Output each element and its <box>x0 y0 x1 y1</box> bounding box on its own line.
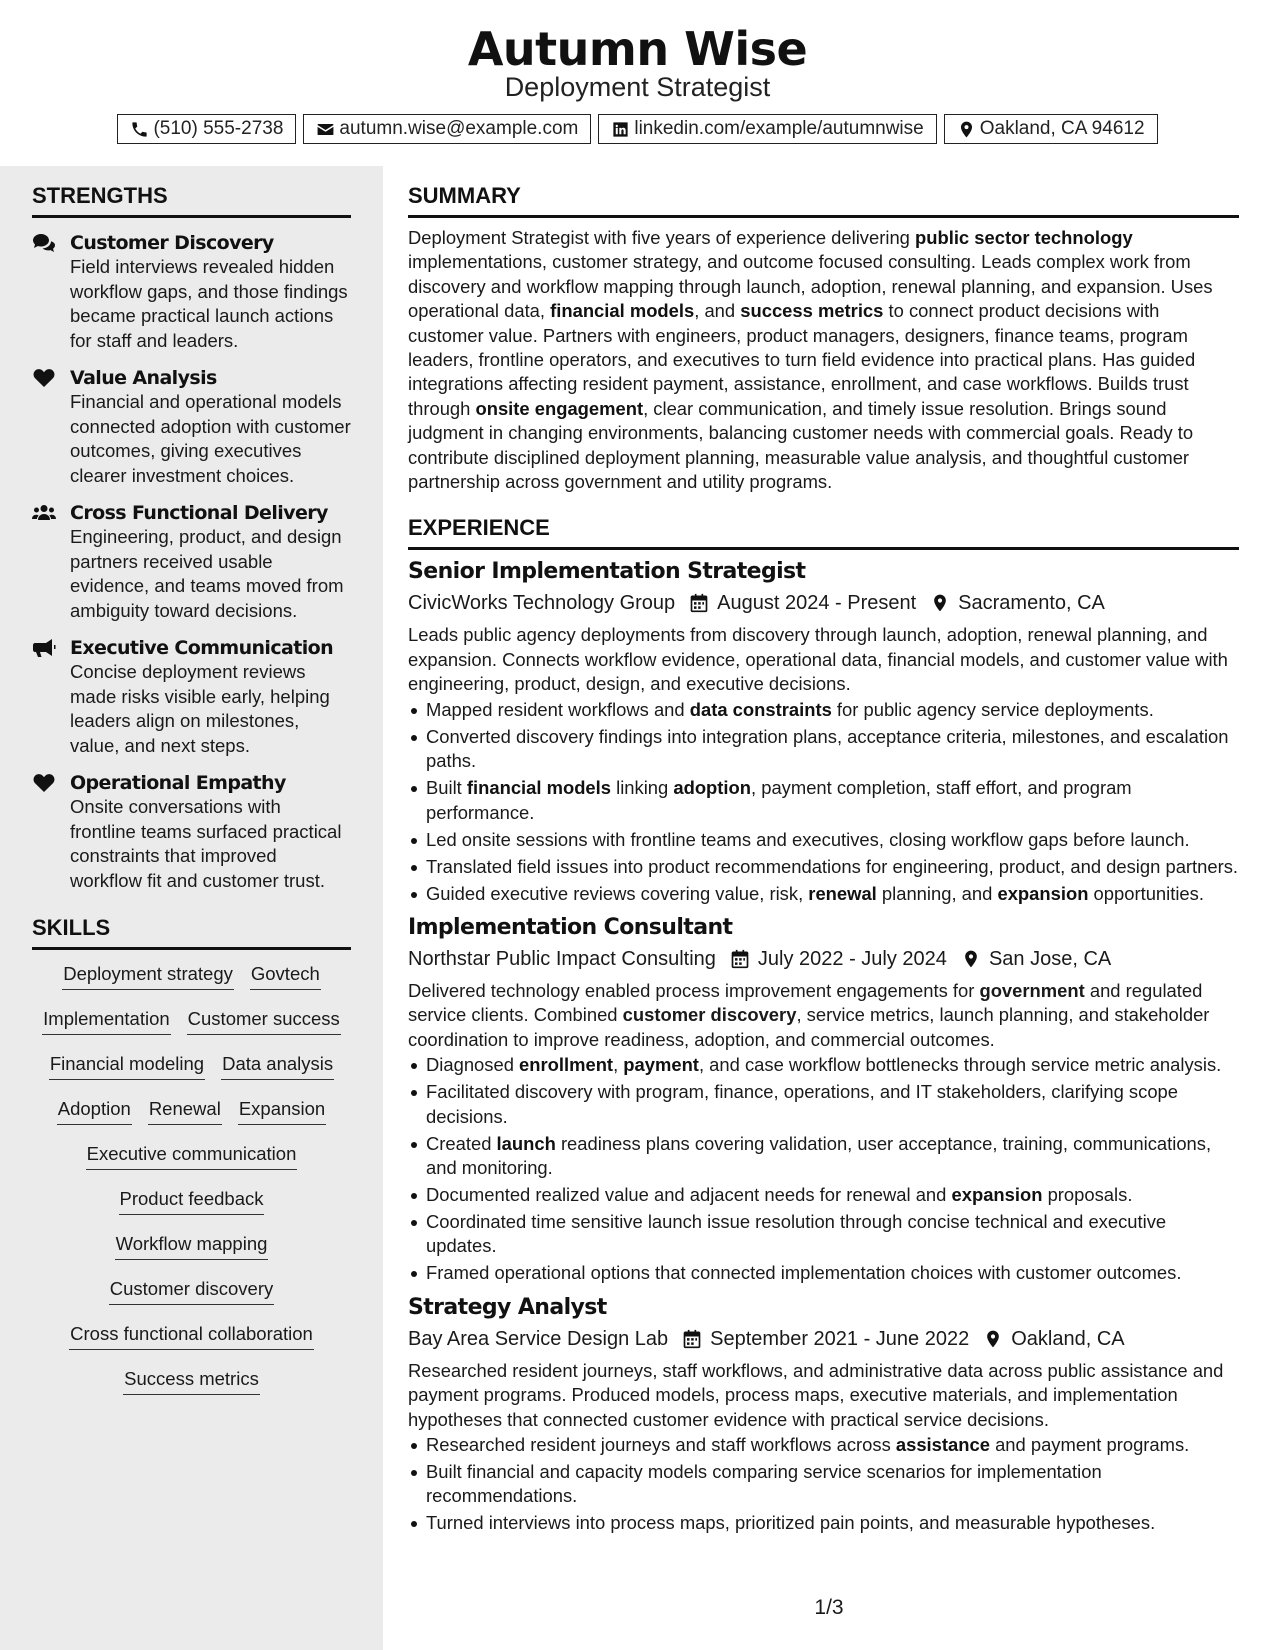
text-run: Translated field issues into product recommendations for engineering, product, and design partners. <box>426 855 1239 877</box>
bold-text: payment <box>623 1054 699 1076</box>
text-run: Deployment Strategist with five years of experience delivering <box>408 227 916 248</box>
text-run: , and <box>694 300 741 322</box>
skill-tag: Deployment strategy <box>62 961 234 990</box>
skill-row <box>78 1141 306 1186</box>
strengths-heading: STRENGTHS <box>32 183 351 218</box>
strength-desc: Engineering, product, and design partners received usable evidence, and teams moved from ambiguity toward decisions. <box>70 526 344 621</box>
text-run: , clear communication, and timely issue resolution. Brings sound judgment in changing environments, balancing customer needs with commercial goals. Ready to contribute disciplined deployment planning, measurable value analysis, and thoughtful customer partnership across government and utility programs. <box>408 397 1194 493</box>
contact-location-text: Oakland, CA 94612 <box>979 118 1145 139</box>
skill-row <box>111 1186 273 1231</box>
calendar-icon <box>730 949 750 969</box>
text-run: Built <box>426 777 467 799</box>
candidate-name: Autumn Wise <box>467 22 808 76</box>
bold-text: assistance <box>895 1433 990 1455</box>
skill-row <box>54 961 329 1006</box>
bold-text: financial models <box>550 300 695 322</box>
job-meta <box>408 1326 1239 1352</box>
strength-desc: Financial and operational models connected adoption with customer outcomes, giving executives clearer investment choices. <box>70 391 351 486</box>
strength-title: Cross Functional Delivery <box>70 502 328 524</box>
strength-desc: Onsite conversations with frontline teams surfaced practical constraints that improved workflow fit and customer trust. <box>70 796 342 891</box>
users-icon <box>32 503 56 523</box>
experience-heading: EXPERIENCE <box>408 515 1239 550</box>
skill-tag: Expansion <box>238 1096 326 1125</box>
text-run: Guided executive reviews covering value, risk, <box>426 882 809 904</box>
job-bullet <box>408 1053 1239 1077</box>
text-run: to connect product decisions with customer value. Partners with engineers, product managers, designers, finance teams, program leaders, frontline operators, and executives to turn field evidence into practical plans. Has guided integrations affecting resident payment, assistance, enrollment, and case workflows. Builds trust through <box>408 300 1196 419</box>
skill-tag: Adoption <box>57 1096 132 1125</box>
bold-text: public sector technology <box>915 227 1133 248</box>
job-location: San Jose, CA <box>988 947 1112 970</box>
text-run: Built financial and capacity models comparing service scenarios for implementation recommendations. <box>426 1460 1102 1507</box>
strength-item <box>32 501 351 623</box>
strength-desc: Field interviews revealed hidden workflow gaps, and those findings became practical launch actions for staff and leaders. <box>70 256 348 351</box>
job-entry <box>408 558 1239 905</box>
strength-title: Operational Empathy <box>70 772 286 794</box>
map-pin-icon <box>983 1329 1003 1349</box>
bold-text: government <box>979 979 1085 1001</box>
job-title: Senior Implementation Strategist <box>408 559 806 585</box>
job-entry <box>408 914 1239 1286</box>
text-run: Facilitated discovery with program, finance, operations, and IT stakeholders, clarifying scope decisions. <box>426 1081 1179 1127</box>
job-bullet <box>408 1132 1239 1181</box>
job-description: Leads public agency deployments from discovery through launch, adoption, renewal planning, and expansion. Connects workflow evidence, operational data, financial models, and customer value with engineering, product, design, and executive decisions. <box>408 624 1228 695</box>
job-bullet <box>408 1460 1239 1509</box>
text-run: and payment programs. <box>989 1433 1190 1455</box>
skill-row <box>61 1321 322 1366</box>
heart-icon <box>32 368 56 388</box>
bold-text: launch <box>496 1132 556 1154</box>
job-dates: August 2024 - Present <box>717 592 917 615</box>
calendar-icon <box>682 1329 702 1349</box>
resume-header <box>0 0 1275 166</box>
skill-tag: Data analysis <box>221 1051 334 1080</box>
text-run: Documented realized value and adjacent needs for renewal and <box>426 1183 952 1205</box>
skill-tag: Renewal <box>148 1096 222 1125</box>
skill-tag: Customer success <box>187 1006 341 1035</box>
text-run: , and case workflow bottlenecks through service metric analysis. <box>698 1054 1222 1076</box>
job-bullets <box>408 1053 1239 1286</box>
text-run: , service metrics, launch planning, and stakeholder coordination to improve readiness, adoption, and commercial outcomes. <box>408 1004 1210 1050</box>
page-number: 1/3 <box>814 1596 844 1619</box>
strength-item <box>32 771 351 893</box>
text-run: readiness plans covering validation, user acceptance, training, communications, and monitoring. <box>426 1132 1212 1178</box>
text-run: Mapped resident workflows and <box>426 698 690 720</box>
skill-tag: Product feedback <box>119 1186 265 1215</box>
job-bullets <box>408 698 1239 906</box>
text-run: , payment completion, staff effort, and program performance. <box>426 777 1132 823</box>
text-run: Turned interviews into process maps, prioritized pain points, and measurable hypotheses. <box>426 1512 1156 1534</box>
skill-row <box>49 1096 334 1141</box>
bold-text: enrollment <box>519 1054 614 1076</box>
candidate-title: Deployment Strategist <box>504 72 771 102</box>
summary-text <box>408 226 1239 494</box>
main-content <box>408 183 1239 1538</box>
bold-text: success metrics <box>740 300 884 322</box>
linkedin-icon <box>611 120 630 139</box>
job-bullet <box>408 1183 1239 1207</box>
job-company: Bay Area Service Design Lab <box>408 1327 669 1350</box>
bullhorn-icon <box>32 638 56 658</box>
envelope-icon <box>316 120 335 139</box>
strength-item <box>32 366 351 488</box>
skill-tag: Executive communication <box>86 1141 298 1170</box>
strength-title: Value Analysis <box>70 367 217 389</box>
text-run: , <box>613 1054 624 1076</box>
bold-text: financial models <box>466 777 611 799</box>
job-bullet <box>408 1261 1239 1285</box>
text-run: linking <box>611 777 674 799</box>
map-pin-icon <box>961 949 981 969</box>
skill-tag: Success metrics <box>123 1366 260 1395</box>
job-bullet <box>408 698 1239 722</box>
text-run: planning, and <box>876 882 998 904</box>
job-bullet <box>408 828 1239 852</box>
text-run: Diagnosed <box>426 1054 520 1076</box>
phone-icon <box>130 120 149 139</box>
contact-email <box>303 114 591 144</box>
text-run: Delivered technology enabled process improvement engagements for <box>408 979 980 1001</box>
strength-desc: Concise deployment reviews made risks visible early, helping leaders align on milestones, value, and next steps. <box>70 661 330 756</box>
job-bullet <box>408 855 1239 879</box>
job-bullet <box>408 1210 1239 1259</box>
strength-title: Customer Discovery <box>70 232 274 254</box>
text-run: for public agency service deployments. <box>831 698 1154 720</box>
job-location: Sacramento, CA <box>958 592 1105 615</box>
text-run: opportunities. <box>1088 882 1204 904</box>
bold-text: onsite engagement <box>475 397 644 419</box>
contact-linkedin-text: linkedin.com/example/autumnwise <box>634 118 924 139</box>
text-run: proposals. <box>1042 1183 1133 1205</box>
map-pin-icon <box>957 120 976 139</box>
text-run: Converted discovery findings into integration plans, acceptance criteria, milestones, and escalation paths. <box>426 725 1229 772</box>
contact-location <box>944 114 1158 144</box>
skill-tag: Workflow mapping <box>115 1231 269 1260</box>
text-run: Coordinated time sensitive launch issue resolution through concise technical and executive updates. <box>426 1210 1167 1257</box>
bold-text: expansion <box>997 882 1089 904</box>
contact-linkedin <box>598 114 936 144</box>
job-bullet <box>408 882 1239 906</box>
experience-list <box>408 558 1239 1535</box>
map-pin-icon <box>930 593 950 613</box>
job-entry <box>408 1294 1239 1536</box>
job-description: Researched resident journeys, staff workflows, and administrative data across public assistance and payment programs. Produced models, process maps, executive materials, and implementation hypotheses that connected customer evidence with practical service decisions. <box>408 1359 1224 1430</box>
text-run: Led onsite sessions with frontline teams and executives, closing workflow gaps before launch. <box>426 828 1190 850</box>
contact-phone <box>117 114 296 144</box>
skill-row <box>41 1051 342 1096</box>
job-title: Implementation Consultant <box>408 914 733 940</box>
contact-bar <box>0 114 1275 144</box>
text-run: Framed operational options that connected implementation choices with customer outcomes. <box>426 1262 1182 1284</box>
job-bullets <box>408 1433 1239 1536</box>
heart-icon <box>32 773 56 793</box>
job-meta <box>408 946 1239 972</box>
job-dates: July 2022 - July 2024 <box>757 947 947 970</box>
job-bullet <box>408 1511 1239 1535</box>
skill-row <box>101 1276 282 1321</box>
sidebar <box>0 166 383 1650</box>
bold-text: customer discovery <box>622 1004 797 1026</box>
bold-text: expansion <box>951 1183 1043 1205</box>
job-description <box>408 979 1239 1052</box>
skill-row <box>115 1366 268 1411</box>
skill-tag: Cross functional collaboration <box>69 1321 314 1350</box>
text-run: Researched resident journeys and staff workflows across <box>426 1433 896 1455</box>
text-run: Created <box>426 1132 497 1154</box>
skills-heading: SKILLS <box>32 915 351 950</box>
skill-tag: Financial modeling <box>49 1051 205 1080</box>
calendar-icon <box>689 593 709 613</box>
bold-text: adoption <box>673 777 751 799</box>
job-title: Strategy Analyst <box>408 1294 607 1320</box>
job-bullet <box>408 776 1239 825</box>
bold-text: data constraints <box>689 698 832 720</box>
job-company: Northstar Public Impact Consulting <box>408 947 716 970</box>
bold-text: renewal <box>808 882 877 904</box>
strength-title: Executive Communication <box>70 637 334 659</box>
contact-phone-text: (510) 555-2738 <box>153 118 284 139</box>
skill-row <box>107 1231 277 1276</box>
job-company: CivicWorks Technology Group <box>408 592 676 615</box>
job-meta <box>408 590 1239 616</box>
skill-row <box>34 1006 349 1051</box>
job-location: Oakland, CA <box>1011 1327 1125 1350</box>
comments-icon <box>32 233 56 253</box>
job-bullet <box>408 725 1239 774</box>
skill-tag: Implementation <box>42 1006 170 1035</box>
job-bullet <box>408 1433 1239 1457</box>
text-run: and regulated service clients. Combined <box>408 979 1203 1026</box>
skills-list <box>32 961 351 1411</box>
job-bullet <box>408 1080 1239 1129</box>
strength-item <box>32 636 351 758</box>
skill-tag: Customer discovery <box>109 1276 274 1305</box>
summary-heading: SUMMARY <box>408 183 1239 218</box>
job-dates: September 2021 - June 2022 <box>710 1327 970 1350</box>
contact-email-text: autumn.wise@example.com <box>339 118 579 139</box>
skill-tag: Govtech <box>250 961 321 990</box>
strength-item <box>32 231 351 353</box>
text-run: implementations, customer strategy, and outcome focused consulting. Leads complex work from discovery and workflow mapping through launch, adoption, renewal planning, and expansion. Uses operational data, <box>408 251 1213 322</box>
